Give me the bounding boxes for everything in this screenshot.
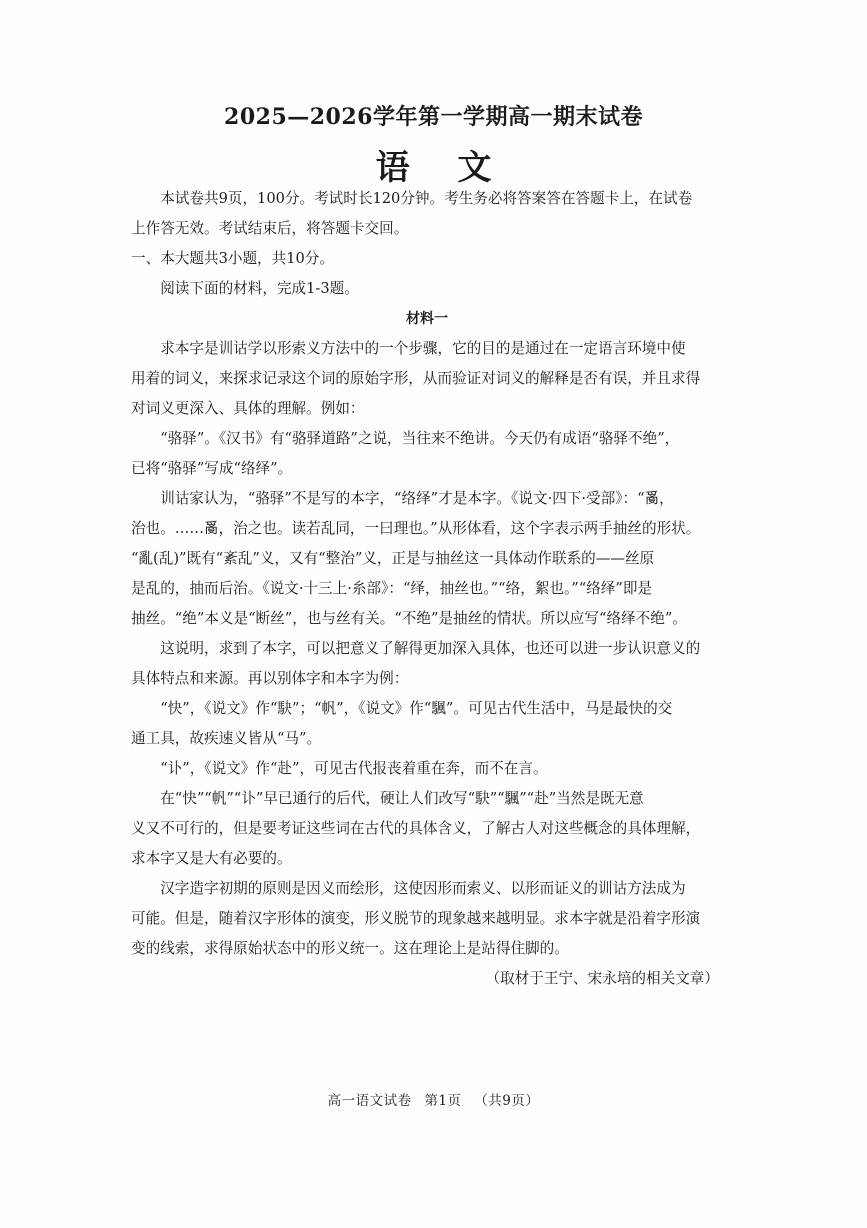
subject-title: 语 文 [375,148,510,188]
material-source: （取材于王宁、宋永培的相关文章） [485,970,719,987]
material-line: “骆驿”。《汉书》有“骆驿道路”之说，当往来不绝讲。今天仍有成语“骆驿不绝”， [160,430,680,447]
material-line: 可能。但是，随着汉字形体的演变，形义脱节的现象越来越明显。求本字就是沿着字形演 [131,910,701,927]
material-heading: 材料一 [406,311,448,327]
material-line: “快”，《说文》作“駃”；“帆”，《说文》作“颿”。可见古代生活中，马是最快的交 [160,700,673,717]
material-line: 变的线索，求得原始状态中的形义统一。这在理论上是站得住脚的。 [131,940,569,957]
section-title: 一、本大题共3小题，共10分。 [131,250,334,267]
footer-total-pages: （共9页） [474,1093,540,1109]
material-line: 求本字是训诂学以形索义方法中的一个步骤，它的目的是通过在一定语言环境中使 [160,340,686,357]
instructions-line-2: 上作答无效。考试结束后，将答题卡交回。 [131,220,409,237]
material-line: 用着的词义，来探求记录这个词的原始字形，从而验证对词义的解释是否有误，并且求得 [131,370,701,387]
material-line: 抽丝。“绝”本义是“断丝”，也与丝有关。“不绝”是抽丝的情状。所以应写“络绎不绝”。 [131,610,687,627]
material-line: 这说明，求到了本字，可以把意义了解得更加深入具体，也还可以进一步认识意义的 [160,640,701,657]
instructions-line-1: 本试卷共9页，100分。考试时长120分钟。考生务必将答案答在答题卡上，在试卷 [160,190,693,207]
material-line: 对词义更深入、具体的理解。例如： [131,400,365,417]
material-line: 具体特点和来源。再以别体字和本字为例： [131,670,409,687]
footer-page-number: 第1页 [424,1093,462,1109]
material-line: 治也。……𤔔，治之也。读若乱同，一曰理也。”从形体看，这个字表示两手抽丝的形状。 [131,520,701,537]
material-line: 汉字造字初期的原则是因义而绘形，这使因形而索义、以形而证义的训诂方法成为 [160,880,686,897]
page-footer [0,1089,867,1109]
material-line: 训诂家认为，“骆驿”不是写的本字，“络绎”才是本字。《说文·四下·受部》：“𤔔， [160,490,674,507]
material-line: 义又不可行的，但是要考证这些词在古代的具体含义，了解古人对这些概念的具体理解， [131,820,701,837]
material-line: 在“快”“帆”“讣”早已通行的后代，硬让人们改写“駃”“颿”“赴”当然是既无意 [160,790,644,807]
exam-title: 2025—2026学年第一学期高一期末试卷 [224,104,643,130]
footer-course: 高一语文试卷 [327,1093,412,1109]
material-body [131,334,723,964]
exam-content [131,184,723,994]
material-line: 是乱的，抽而后治。《说文·十三上·糸部》：“绎，抽丝也。”“络，絮也。”“络绎”即是 [131,580,653,597]
material-line: 求本字又是大有必要的。 [131,850,292,867]
material-line: “讣”，《说文》作“赴”，可见古代报丧着重在奔，而不在言。 [160,760,548,777]
section-prompt: 阅读下面的材料，完成1-3题。 [160,280,359,297]
material-line: 已将“骆驿”写成“络绎”。 [131,460,293,477]
material-line: “亂(乱)”既有“紊乱”义，又有“整治”义，正是与抽丝这一具体动作联系的——丝原 [131,550,655,567]
material-line: 通工具，故疾速义皆从“马”。 [131,730,322,747]
